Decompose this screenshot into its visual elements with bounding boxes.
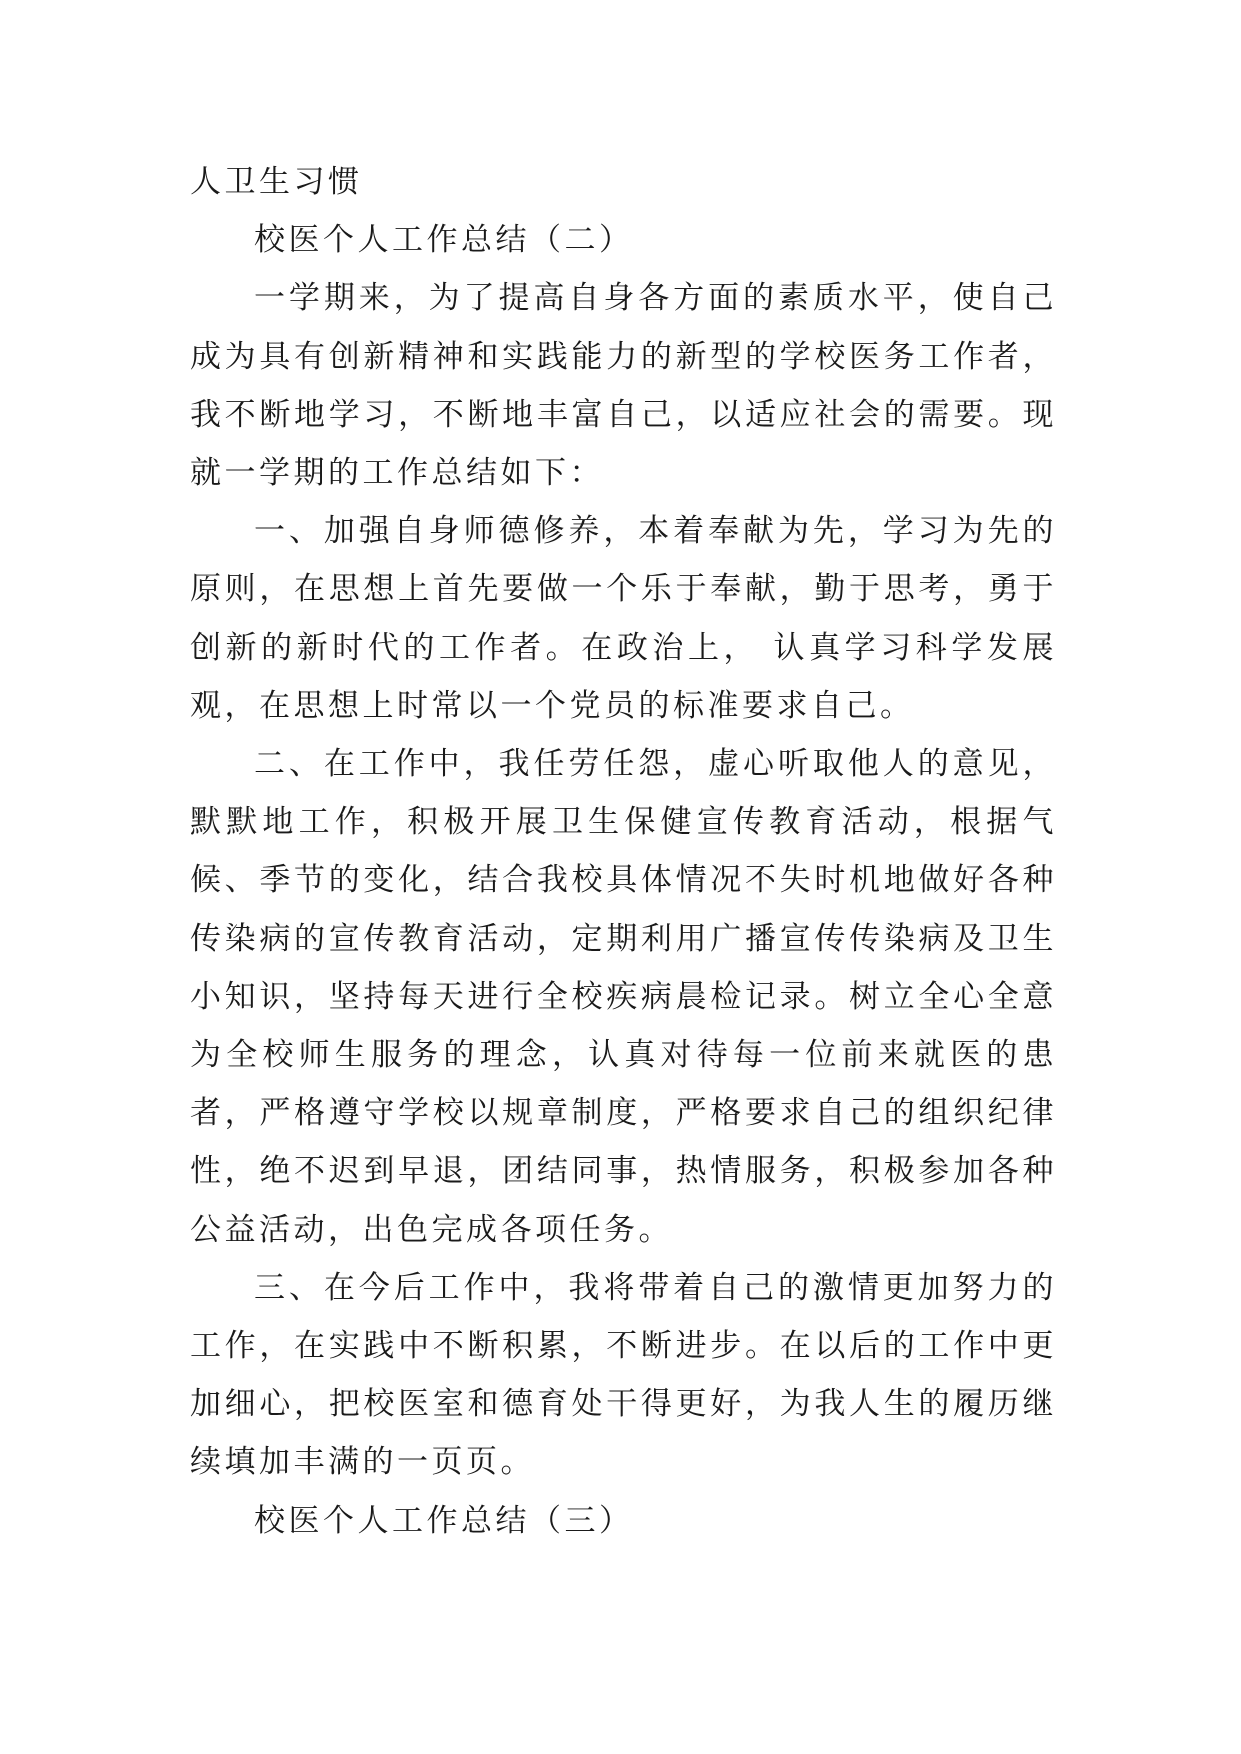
paragraph-continuation: 人卫生习惯 <box>190 164 363 200</box>
paragraph-point-1: 一、加强自身师德修养，本着奉献为先，学习为先的原则，在思想上首先要做一个乐于奉献，勤于思考，勇于创新的新时代的工作者。在政治上， 认真学习科学发展观，在思想上时常以一个党员的标准要求自己。 <box>190 513 1057 724</box>
document-body <box>190 153 1057 1550</box>
section-heading-3: 校医个人工作总结（三） <box>254 1502 634 1539</box>
paragraph-point-2: 二、在工作中，我任劳任怨，虚心听取他人的意见，默默地工作，积极开展卫生保健宣传教育活动，根据气候、季节的变化，结合我校具体情况不失时机地做好各种传染病的宣传教育活动，定期利用广播宣传传染病及卫生小知识，坚持每天进行全校疾病晨检记录。树立全心全意为全校师生服务的理念，认真对待每一位前来就医的患者，严格遵守学校以规章制度，严格要求自己的组织纪律性，绝不迟到早退，团结同事，热情服务，积极参加各种公益活动，出色完成各项任务。 <box>190 746 1057 1248</box>
paragraph-point-3: 三、在今后工作中，我将带着自己的激情更加努力的工作，在实践中不断积累，不断进步。在以后的工作中更加细心，把校医室和德育处干得更好，为我人生的履历继续填加丰满的一页页。 <box>190 1269 1057 1481</box>
section-heading-2: 校医个人工作总结（二） <box>254 222 634 259</box>
paragraph-intro: 一学期来，为了提高自身各方面的素质水平，使自己成为具有创新精神和实践能力的新型的学校医务工作者，我不断地学习，不断地丰富自己，以适应社会的需要。现就一学期的工作总结如下： <box>190 280 1057 492</box>
